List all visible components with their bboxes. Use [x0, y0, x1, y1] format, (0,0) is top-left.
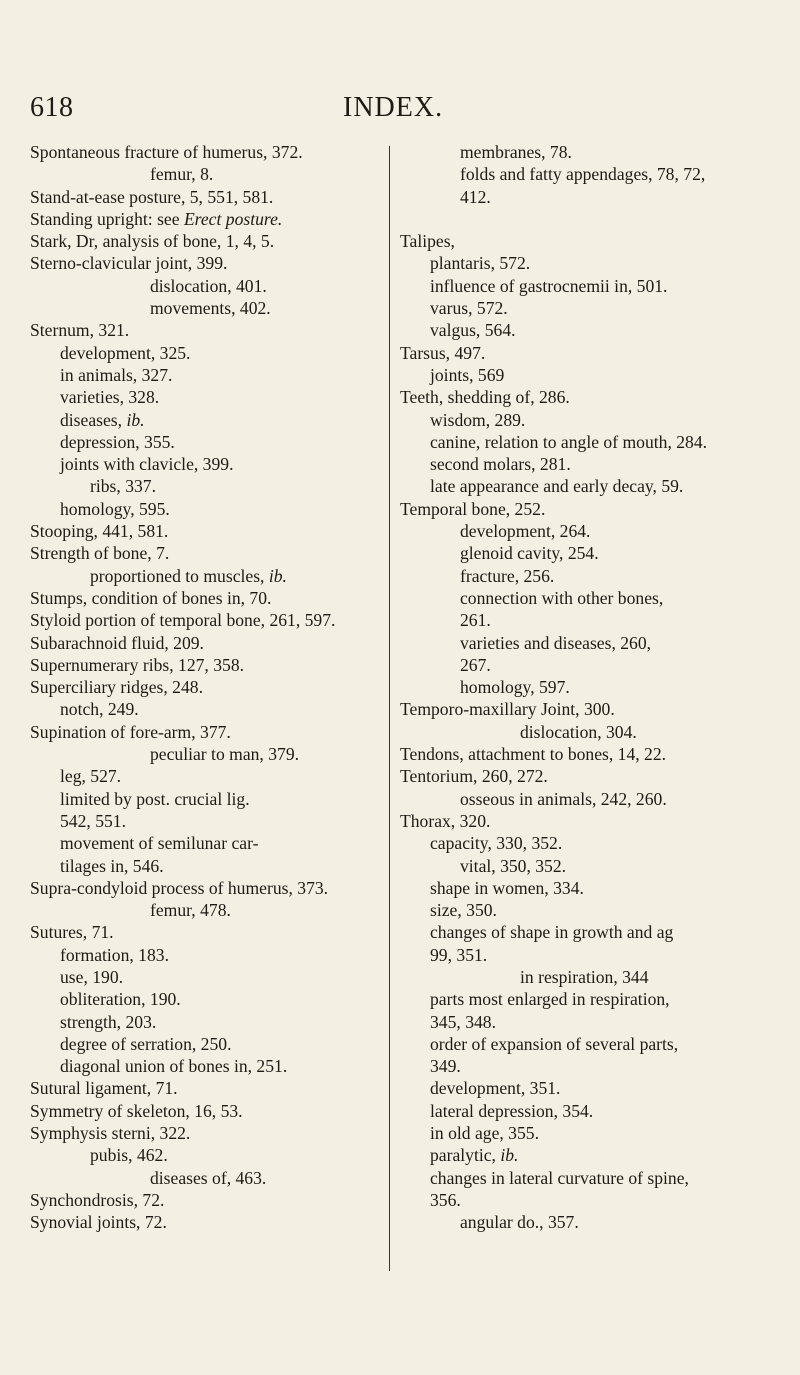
index-entry-text: Sutural ligament, 71.	[30, 1078, 178, 1099]
index-entry	[400, 1144, 772, 1166]
index-entry	[400, 721, 772, 743]
index-entry	[30, 342, 385, 364]
index-entry	[30, 1077, 385, 1099]
index-entry-text: Synovial joints, 72.	[30, 1212, 167, 1233]
index-entry	[400, 810, 772, 832]
index-entry	[400, 966, 772, 988]
index-entry	[30, 252, 385, 274]
index-entry-text: Supernumerary ribs, 127, 358.	[30, 654, 245, 675]
index-entry	[30, 810, 385, 832]
index-entry-text: joints, 569	[430, 364, 505, 385]
index-entry-text: in respiration, 344	[520, 966, 649, 987]
index-entry-text: Stark, Dr, analysis of bone, 1, 4, 5.	[30, 231, 275, 252]
index-entry	[400, 1167, 772, 1189]
index-entry-text: membranes, 78.	[460, 142, 572, 162]
index-entry-text: joints with clavicle, 399.	[60, 454, 234, 475]
index-entry-italic: Erect posture.	[183, 208, 283, 229]
index-entry-text: Sterno-clavicular joint, 399.	[30, 253, 228, 274]
index-entry-text: leg, 527.	[60, 766, 122, 787]
index-entry	[30, 386, 385, 408]
index-entry-text: 345, 348.	[430, 1011, 496, 1032]
index-entry	[30, 409, 385, 431]
index-entry	[400, 1100, 772, 1122]
index-entry-text: osseous in animals, 242, 260.	[460, 788, 667, 809]
index-entry	[30, 1189, 385, 1211]
index-entry-text: Sternum, 321.	[30, 320, 130, 341]
index-entry-text: 542, 551.	[60, 810, 126, 831]
index-entry	[30, 1055, 385, 1077]
index-entry	[400, 1122, 772, 1144]
index-entry-text: Symmetry of skeleton, 16, 53.	[30, 1100, 243, 1121]
index-entry	[30, 966, 385, 988]
index-entry-text: varieties and diseases, 260,	[460, 632, 652, 653]
index-entry-text: valgus, 564.	[430, 320, 516, 341]
index-entry-text: degree of serration, 250.	[60, 1033, 232, 1054]
page-number: 618	[30, 92, 74, 123]
index-entry-text: Synchondrosis, 72.	[30, 1189, 165, 1210]
index-entry-text: paralytic,	[430, 1145, 501, 1166]
index-entry-text: 267.	[460, 654, 491, 675]
index-entry	[30, 297, 385, 319]
index-entry	[400, 632, 772, 654]
index-entry-text: connection with other bones,	[460, 587, 664, 608]
running-head: INDEX.	[343, 92, 444, 123]
index-entry-text: development, 264.	[460, 521, 591, 542]
index-entry-text: Standing upright: see	[30, 208, 184, 229]
index-entry-text: changes in lateral curvature of spine,	[430, 1167, 689, 1188]
index-entry-text: depression, 355.	[60, 431, 175, 452]
index-entry-text: Subarachnoid fluid, 209.	[30, 632, 204, 653]
index-entry-text: changes of shape in growth and ag	[430, 922, 674, 943]
index-entry	[30, 609, 385, 631]
index-entry	[30, 1167, 385, 1189]
index-entry	[30, 364, 385, 386]
index-entry-text: femur, 8.	[150, 164, 214, 185]
index-entry-text: 349.	[430, 1056, 461, 1077]
index-entry	[30, 832, 385, 854]
column-divider	[389, 146, 390, 1271]
index-entry-text: limited by post. crucial lig.	[60, 788, 250, 809]
index-entry-text: Supination of fore-arm, 377.	[30, 721, 231, 742]
index-entry-text: ribs, 337.	[90, 476, 156, 497]
index-entry-text: development, 325.	[60, 342, 191, 363]
index-entry	[400, 988, 772, 1010]
index-entry	[400, 1189, 772, 1211]
index-entry	[400, 230, 772, 252]
index-entry	[30, 855, 385, 877]
index-entry	[400, 743, 772, 765]
index-entry-text: plantaris, 572.	[430, 253, 531, 274]
index-entry-text: Strength of bone, 7.	[30, 543, 170, 564]
index-entry	[30, 765, 385, 787]
index-entry	[400, 409, 772, 431]
index-entry-text: tilages in, 546.	[60, 855, 164, 876]
index-entry-text: femur, 478.	[150, 900, 231, 921]
index-entry	[30, 565, 385, 587]
index-entry	[400, 1077, 772, 1099]
index-entry	[30, 186, 385, 208]
index-entry	[30, 944, 385, 966]
index-entry	[400, 698, 772, 720]
index-entry-text: glenoid cavity, 254.	[460, 543, 599, 564]
index-entry	[400, 765, 772, 787]
index-entry	[30, 498, 385, 520]
index-entry	[400, 1055, 772, 1077]
index-entry-text: canine, relation to angle of mouth, 284.	[430, 431, 708, 452]
index-entry	[400, 297, 772, 319]
index-entry	[400, 676, 772, 698]
index-entry-text: dislocation, 401.	[150, 275, 267, 296]
index-entry	[400, 163, 772, 185]
index-entry	[30, 163, 385, 185]
index-entry	[30, 654, 385, 676]
index-entry-text: strength, 203.	[60, 1011, 157, 1032]
index-entry	[400, 342, 772, 364]
index-entry	[30, 632, 385, 654]
index-entry	[400, 252, 772, 274]
index-entry-text: angular do., 357.	[460, 1212, 579, 1233]
index-entry	[30, 698, 385, 720]
index-entry-text: movement of semilunar car-	[60, 833, 259, 854]
index-entry	[400, 565, 772, 587]
index-entry-text: 356.	[430, 1189, 461, 1210]
index-entry-text: Talipes,	[400, 231, 455, 252]
index-entry	[400, 208, 772, 230]
index-entry	[30, 208, 385, 230]
index-entry	[30, 921, 385, 943]
index-entry-text: wisdom, 289.	[430, 409, 526, 430]
index-entry-text: 412.	[460, 186, 491, 207]
index-entry-text: capacity, 330, 352.	[430, 833, 563, 854]
index-entry-text: dislocation, 304.	[520, 721, 637, 742]
index-entry	[30, 721, 385, 743]
index-entry	[30, 1144, 385, 1166]
index-entry	[30, 988, 385, 1010]
index-entry-text: 99, 351.	[430, 944, 488, 965]
index-entry	[30, 1122, 385, 1144]
index-entry	[400, 520, 772, 542]
index-entry-text: diseases,	[60, 409, 127, 430]
index-entry	[30, 587, 385, 609]
index-entry-text: size, 350.	[430, 900, 497, 921]
index-entry-text: notch, 249.	[60, 699, 139, 720]
index-entry-text: Sutures, 71.	[30, 922, 114, 943]
index-entry-text: Superciliary ridges, 248.	[30, 677, 203, 698]
index-entry	[400, 877, 772, 899]
index-entry	[30, 275, 385, 297]
index-entry-text: pubis, 462.	[90, 1145, 168, 1166]
index-entry	[400, 609, 772, 631]
index-entry-italic: ib.	[126, 409, 145, 430]
index-entry-text: diseases of, 463.	[150, 1167, 267, 1188]
index-entry-text: peculiar to man, 379.	[150, 744, 300, 765]
index-entry-text: influence of gastrocnemii in, 501.	[430, 275, 668, 296]
index-column-left	[30, 141, 385, 1234]
index-entry	[30, 1211, 385, 1233]
index-entry	[30, 1011, 385, 1033]
index-entry	[400, 319, 772, 341]
index-entry-text: Temporal bone, 252.	[400, 498, 546, 519]
index-entry-text: Stumps, condition of bones in, 70.	[30, 587, 272, 608]
index-entry	[30, 1100, 385, 1122]
index-entry-text: Tarsus, 497.	[400, 342, 486, 363]
index-entry-text: late appearance and early decay, 59.	[430, 476, 684, 497]
index-entry	[400, 944, 772, 966]
index-entry-text: parts most enlarged in respiration,	[430, 989, 670, 1010]
index-entry-text: varieties, 328.	[60, 387, 160, 408]
index-entry	[400, 899, 772, 921]
index-entry	[400, 275, 772, 297]
index-entry-text: shape in women, 334.	[430, 877, 584, 898]
index-entry	[400, 475, 772, 497]
index-entry	[400, 186, 772, 208]
index-entry	[400, 1211, 772, 1233]
index-entry	[30, 788, 385, 810]
index-entry-text: proportioned to muscles,	[90, 565, 269, 586]
index-entry-text: Tentorium, 260, 272.	[400, 766, 548, 787]
index-entry	[30, 743, 385, 765]
index-column-right	[400, 141, 772, 1234]
index-entry	[400, 453, 772, 475]
index-entry	[30, 475, 385, 497]
index-entry	[30, 431, 385, 453]
index-entry-italic: ib.	[268, 565, 287, 586]
index-entry	[30, 542, 385, 564]
index-entry	[400, 832, 772, 854]
index-entry	[400, 542, 772, 564]
index-entry-text: Spontaneous fracture of humerus, 372.	[30, 142, 303, 162]
index-entry	[400, 855, 772, 877]
index-entry	[400, 498, 772, 520]
index-entry-text: in animals, 327.	[60, 364, 173, 385]
index-entry-text: homology, 595.	[60, 498, 170, 519]
index-entry-text: 261.	[460, 610, 491, 631]
index-entry-text: in old age, 355.	[430, 1123, 539, 1144]
index-entry	[400, 587, 772, 609]
index-entry	[30, 319, 385, 341]
index-entry	[30, 141, 385, 163]
index-entry	[30, 520, 385, 542]
index-entry-text: Temporo-maxillary Joint, 300.	[400, 699, 615, 720]
index-entry-text: development, 351.	[430, 1078, 561, 1099]
index-entry-text: Styloid portion of temporal bone, 261, 597.	[30, 610, 336, 631]
index-entry-text: diagonal union of bones in, 251.	[60, 1056, 288, 1077]
index-entry-text: Stooping, 441, 581.	[30, 521, 169, 542]
index-entry	[30, 230, 385, 252]
index-entry	[400, 386, 772, 408]
index-entry	[400, 654, 772, 676]
index-entry-text: varus, 572.	[430, 298, 508, 319]
index-entry-text: fracture, 256.	[460, 565, 555, 586]
index-entry	[30, 877, 385, 899]
index-entry-italic: ib.	[500, 1145, 519, 1166]
index-entry	[400, 921, 772, 943]
index-entry-text: homology, 597.	[460, 677, 570, 698]
index-entry-text: folds and fatty appendages, 78, 72,	[460, 164, 706, 185]
index-entry-text: second molars, 281.	[430, 454, 571, 475]
index-entry	[400, 1011, 772, 1033]
index-entry-text: order of expansion of several parts,	[430, 1033, 679, 1054]
index-entry	[400, 788, 772, 810]
index-entry-text: Teeth, shedding of, 286.	[400, 387, 570, 408]
index-entry	[30, 899, 385, 921]
index-entry	[400, 364, 772, 386]
index-entry-text: formation, 183.	[60, 944, 169, 965]
index-entry-text: obliteration, 190.	[60, 989, 181, 1010]
index-entry	[400, 431, 772, 453]
index-entry-text: use, 190.	[60, 966, 124, 987]
index-entry-text: vital, 350, 352.	[460, 855, 567, 876]
index-entry-text: movements, 402.	[150, 298, 271, 319]
index-entry	[30, 676, 385, 698]
index-entry-text: lateral depression, 354.	[430, 1100, 594, 1121]
index-entry	[400, 141, 772, 163]
index-entry	[400, 1033, 772, 1055]
index-entry-text: Tendons, attachment to bones, 14, 22.	[400, 744, 667, 765]
index-entry-text: Stand-at-ease posture, 5, 551, 581.	[30, 186, 274, 207]
index-entry	[30, 1033, 385, 1055]
index-entry-text: Supra-condyloid process of humerus, 373.	[30, 877, 329, 898]
index-entry-text: Thorax, 320.	[400, 810, 491, 831]
index-entry	[30, 453, 385, 475]
index-entry-text: Symphysis sterni, 322.	[30, 1123, 191, 1144]
